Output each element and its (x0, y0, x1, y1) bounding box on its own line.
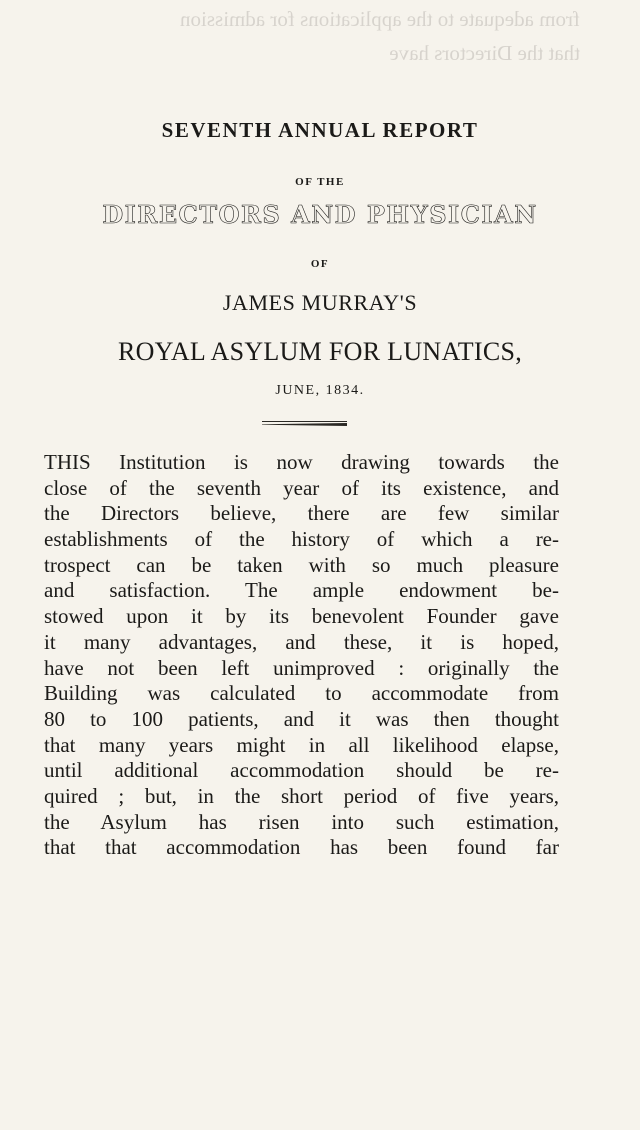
body-line: the Asylum has risen into such estimation, (44, 809, 559, 834)
body-line: it many advantages, and these, it is hoped, (44, 629, 559, 654)
title-of: OF (310, 258, 330, 270)
body-paragraph (44, 450, 604, 861)
report-title: SEVENTH ANNUAL REPORT (161, 118, 479, 142)
body-line: quired ; but, in the short period of five years, (44, 783, 559, 808)
body-line: trospect can be taken with so much pleasure (44, 552, 559, 577)
ornamental-rule (262, 421, 347, 425)
body-line: THIS Institution is now drawing towards the (44, 450, 559, 474)
body-line: Building was calculated to accommodate from (44, 681, 559, 706)
body-line: that that accommodation has been found far (44, 835, 559, 860)
body-line: 80 to 100 patients, and it was then thought (44, 706, 559, 731)
title-date: JUNE, 1834. (275, 383, 365, 398)
bleed-line: that the Directors have (389, 41, 580, 65)
body-line: have not been left unimproved : originally the (44, 655, 559, 680)
bleed-line: from adequate to the applications for admission (179, 7, 580, 31)
title-of-the: OF THE (295, 176, 345, 188)
body-line: the Directors believe, there are few similar (44, 501, 559, 526)
title-royal-asylum: ROYAL ASYLUM FOR LUNATICS, (117, 337, 523, 366)
title-james-murray: JAMES MURRAY'S (222, 290, 418, 315)
body-line: establishments of the history of which a re- (44, 527, 559, 552)
body-line: that many years might in all likelihood elapse, (44, 732, 559, 757)
body-line: close of the seventh year of its existence, and (44, 475, 559, 500)
body-line: and satisfaction. The ample endowment be- (44, 578, 559, 603)
body-line: until additional accommodation should be re- (44, 758, 559, 783)
title-directors: DIRECTORS AND PHYSICIAN (102, 200, 538, 229)
body-line: stowed upon it by its benevolent Founder gave (44, 604, 559, 629)
